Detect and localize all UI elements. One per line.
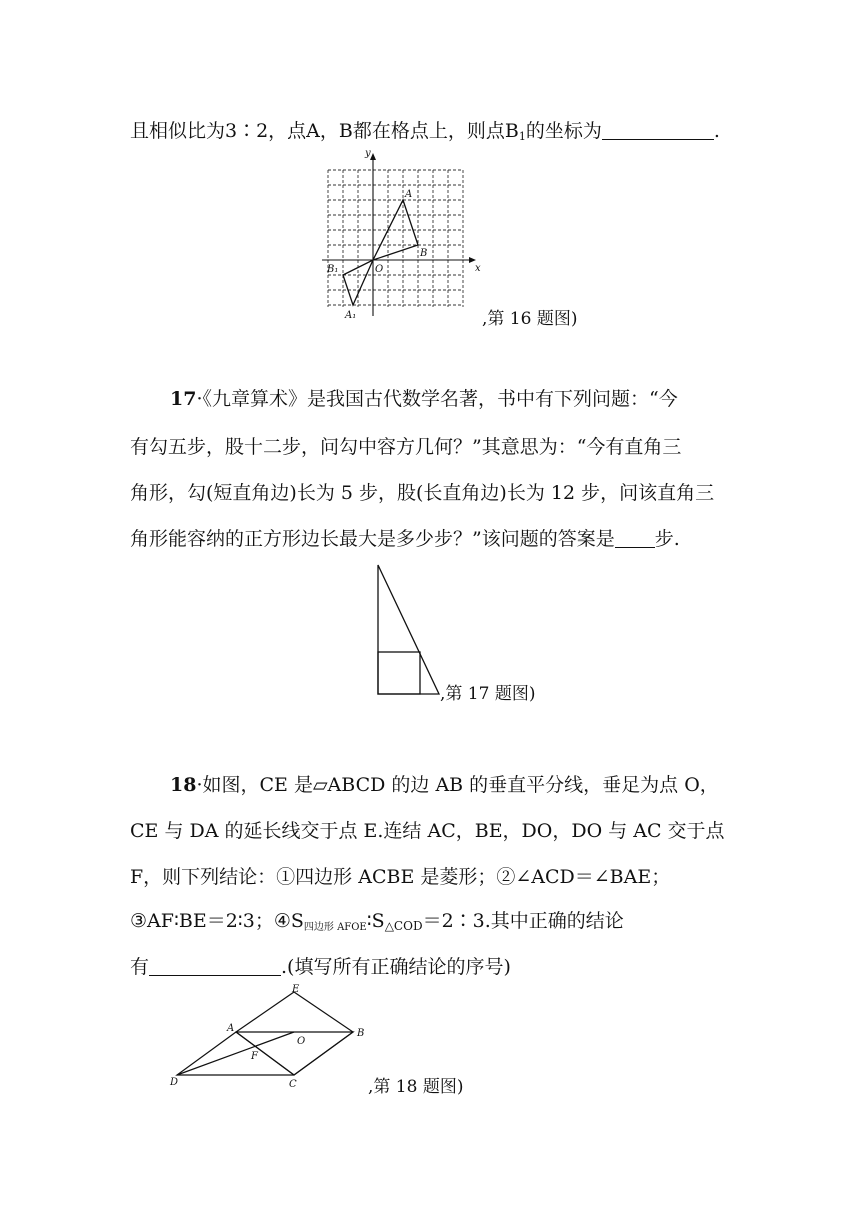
q17-line-4 (130, 524, 680, 551)
q18-label-a: A (227, 1023, 235, 1034)
q18-answer-blank[interactable] (149, 957, 281, 976)
q18-caption: ,第 18 题图) (368, 1077, 464, 1097)
q18-sub-afoe: 四边形 AFOE (303, 922, 367, 933)
q16-label-y: y (365, 148, 371, 159)
q18-rhombus (236, 992, 353, 1075)
q18-text-4b: ∶S (366, 910, 385, 932)
q16-text-before: 且相似比为3∶2，点A，B都在格点上，则点B (130, 120, 519, 142)
q16-figure (318, 148, 488, 324)
q16-triangles (343, 200, 418, 305)
q17-line-2: 有勾五步，股十二步，问勾中容方几何？”其意思为：“今有直角三 (130, 436, 682, 458)
q17-caption: ,第 17 题图) (440, 684, 536, 704)
q18-text-4a: ③AF∶BE＝2∶3；④S (130, 910, 304, 932)
q16-answer-blank[interactable] (602, 121, 714, 140)
q18-line-2: CE 与 DA 的延长线交于点 E.连结 AC，BE，DO，DO 与 AC 交于点 (130, 820, 725, 842)
q16-axes (322, 153, 476, 316)
q17-triangle (378, 565, 439, 694)
q17-square (378, 652, 420, 694)
q16-label-b1: B₁ (327, 264, 339, 275)
q18-label-b: B (357, 1028, 365, 1039)
q17-line-3: 角形，勾(短直角边)长为 5 步，股(长直角边)长为 12 步，问该直角三 (130, 482, 715, 504)
q18-line-1 (170, 770, 719, 797)
q17-end: 步. (654, 528, 680, 550)
q18-segment-do (177, 1032, 294, 1075)
q16-label-a1: A₁ (345, 310, 357, 321)
q18-segment-ac (236, 1032, 294, 1075)
q16-text-line (130, 116, 720, 143)
q18-text-4c: ＝2∶3.其中正确的结论 (422, 910, 624, 932)
q16-end: . (713, 120, 720, 142)
q18-line-5 (130, 952, 511, 979)
q18-label-f: F (251, 1051, 258, 1062)
q18-text-5a: 有 (130, 956, 150, 978)
q16-caption: ,第 16 题图) (482, 309, 578, 329)
q16-text-after: 的坐标为 (525, 120, 602, 142)
q16-label-b: B (420, 248, 428, 259)
q16-subscript: 1 (518, 130, 526, 143)
q16-label-x: x (475, 263, 481, 274)
q18-label-c: C (289, 1079, 297, 1090)
q18-label-e: E (292, 984, 300, 995)
q18-number: 18 (170, 774, 197, 796)
q18-label-o: O (297, 1036, 306, 1047)
q18-label-d: D (170, 1077, 179, 1088)
q18-sub-cod: △COD (384, 919, 423, 933)
q18-figure (165, 984, 375, 1090)
q16-label-o: O (375, 264, 384, 275)
q17-answer-blank[interactable] (615, 529, 655, 548)
q18-line-3: F，则下列结论：①四边形 ACBE 是菱形；②∠ACD＝∠BAE； (130, 866, 671, 888)
q17-text-4: 角形能容纳的正方形边长最大是多少步？”该问题的答案是 (130, 528, 615, 550)
q18-text-5b: .(填写所有正确结论的序号) (281, 956, 511, 978)
q17-text-1: ·《九章算术》是我国古代数学名著，书中有下列问题：“今 (196, 388, 678, 410)
q16-grid (328, 170, 463, 307)
q16-label-a: A (405, 189, 413, 200)
q17-line-1 (170, 384, 678, 411)
q18-text-1: ·如图，CE 是▱ABCD 的边 AB 的垂直平分线，垂足为点 O， (196, 774, 719, 796)
q17-number: 17 (170, 388, 197, 410)
q18-line-4 (130, 906, 624, 933)
